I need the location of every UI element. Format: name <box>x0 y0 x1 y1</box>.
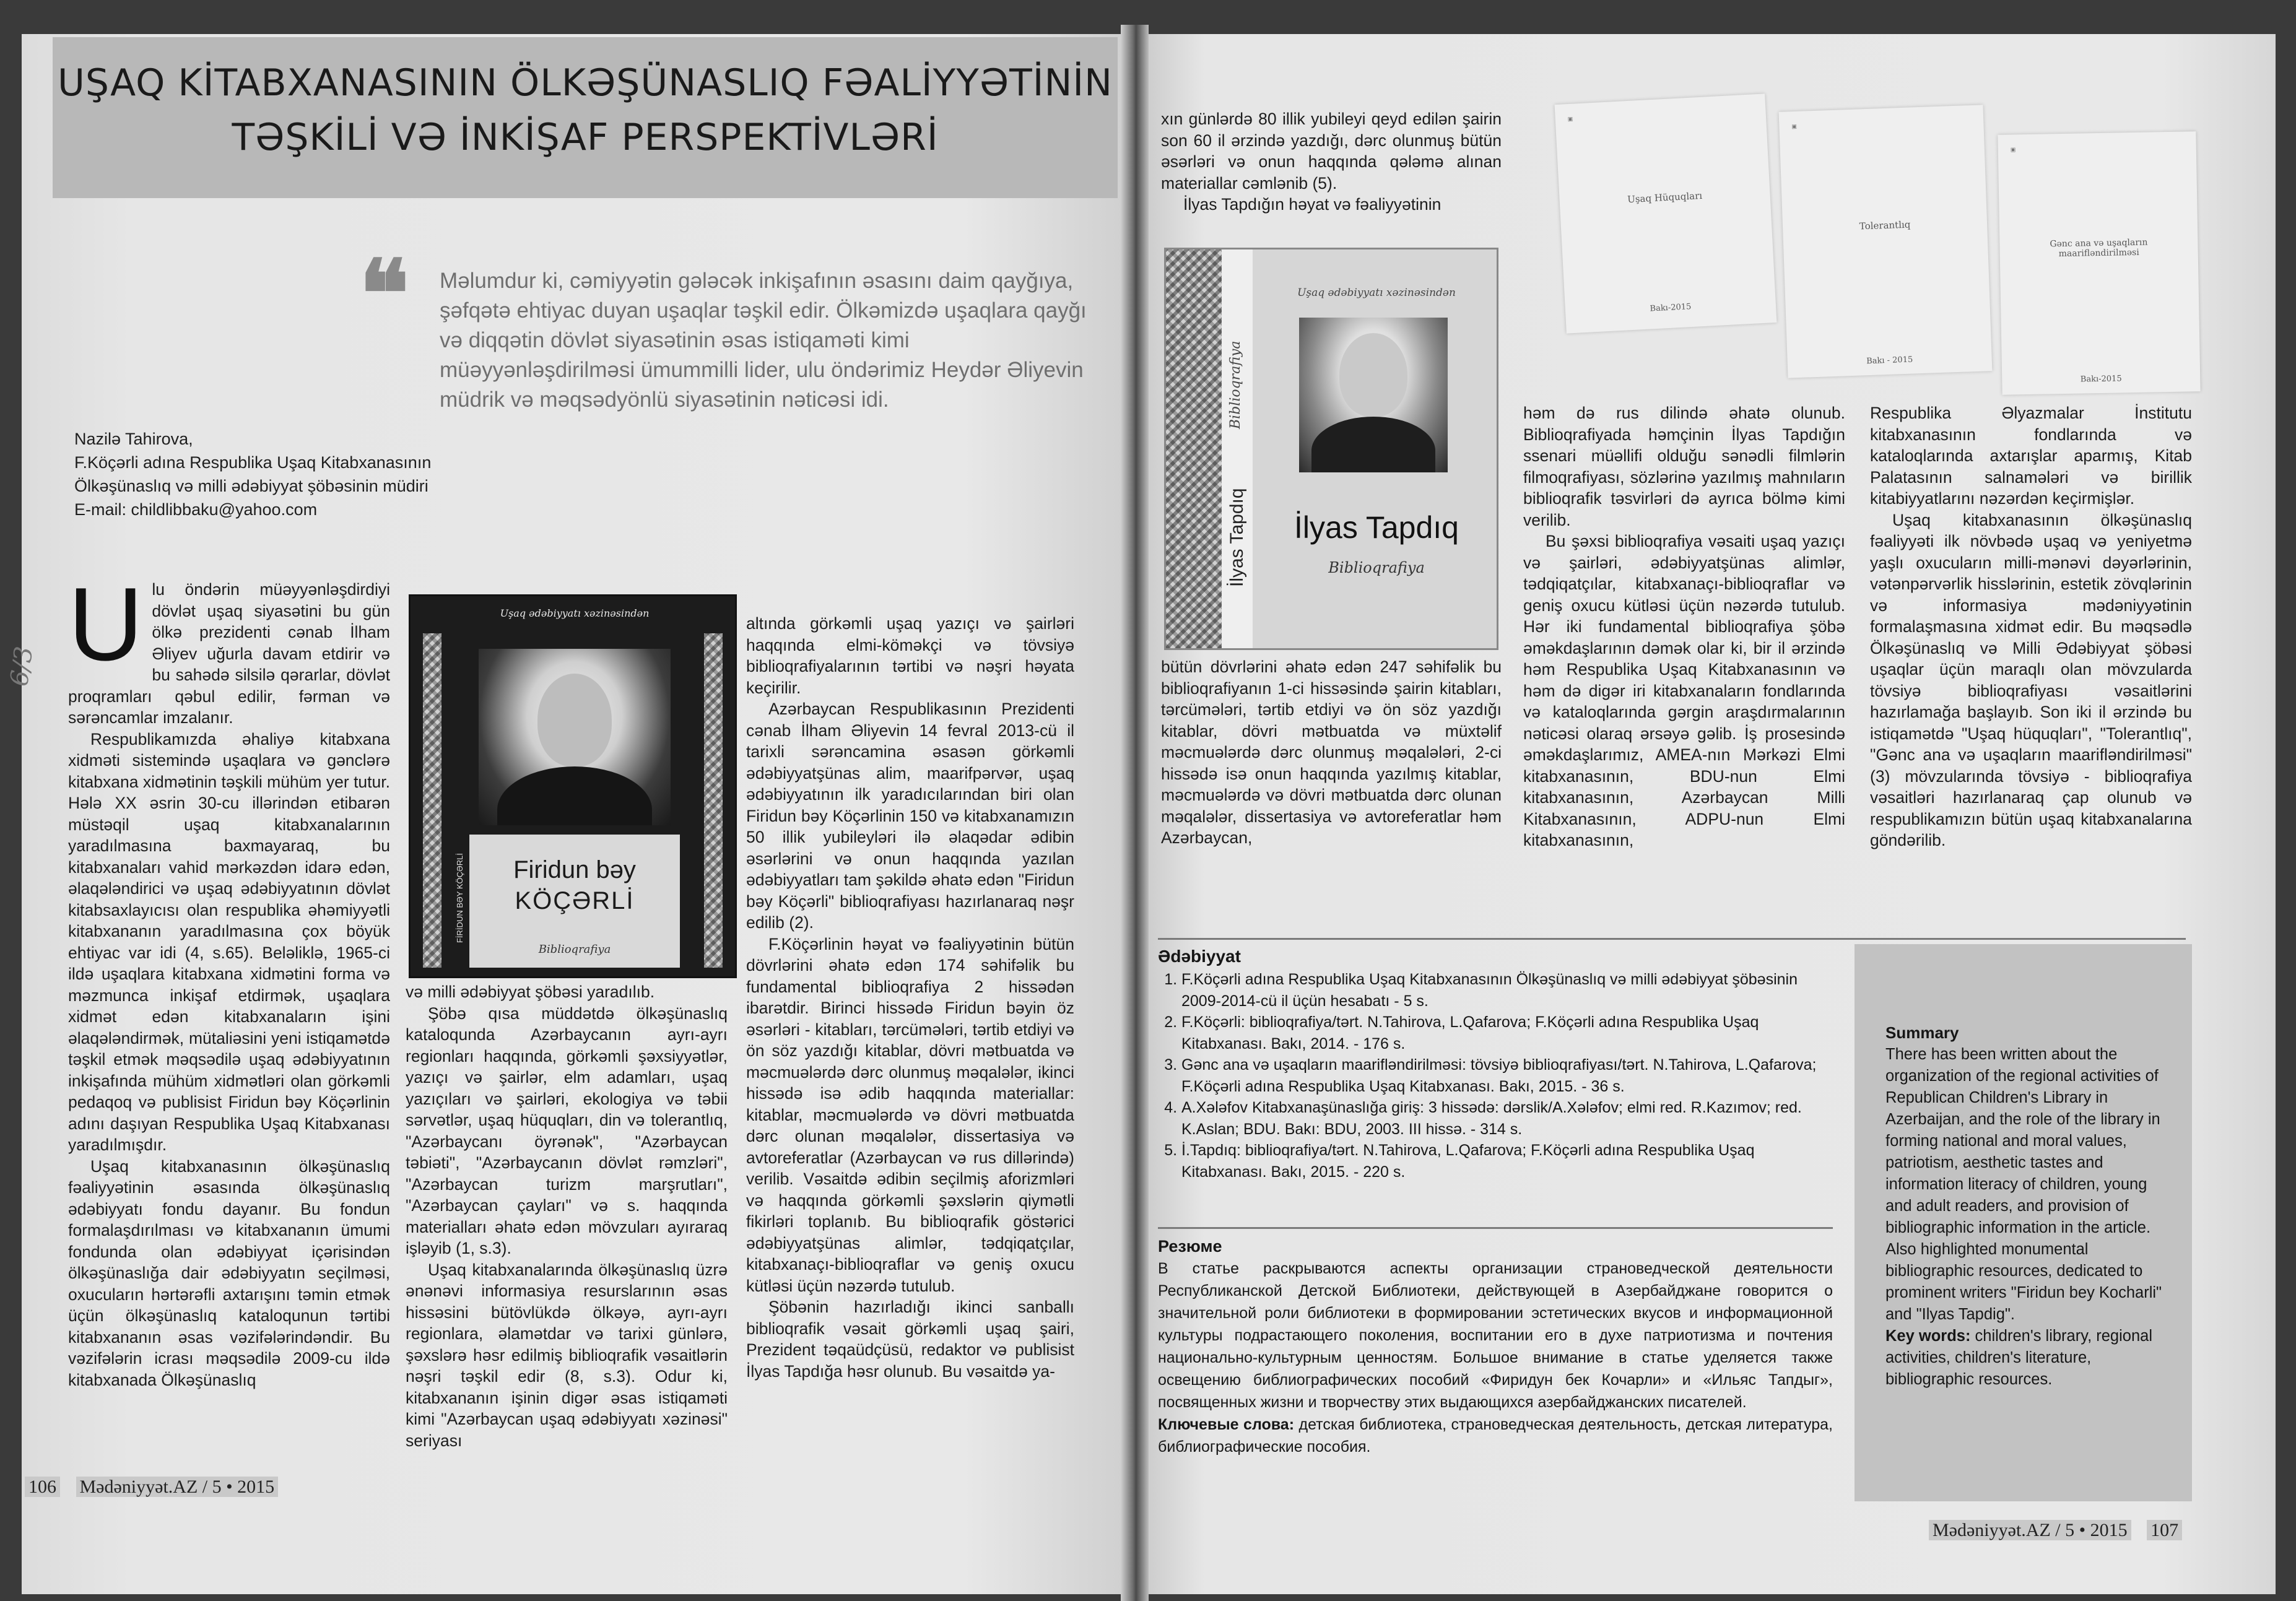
mini-cover-title: Uşaq Hüquqları <box>1627 189 1703 206</box>
keywords-label: Ключевые слова: <box>1158 1416 1295 1433</box>
paragraph: həm də rus dilində əhatə olunub. Biblioqrafiyada həmçinin İlyas Tapdığın ssenari müəllifi olduğu sənədli filmlərin filmoqrafiyası, sözlərinə yazılmış mahnıların biblioqrafik təsvirləri də ayrıca bölmə kimi verilib. <box>1523 404 1845 529</box>
paragraph: Bu şəxsi biblioqrafiya vəsaiti uşaq yazıçı və şairləri, ədəbiyyatşünas alimlər, tədqiqatçılar, kitabxanaçı-biblioqraflar və geniş oxucu kütləsi üçün nəzərdə tutulub. Hər iki fundamental biblioqrafiya şöbə əməkdaşlarının dəmək olar ki, bir il ərzində həm Respublika Uşaq Kitabxanasının və həm də digər iri kitabxanaların fondlarında və kataloqlarında gərgin araşdırmalarının nəticəsi olaraq ərsəyə gəlib. İş prosesində əməkdaşlarımız, AMEA-nın Mərkəzi Elmi kitabxanasının, BDU-nun Elmi kitabxanasının, Azərbaycan Milli Kitabxanasının, ADPU-nun Elmi kitabxanasının, <box>1523 532 1845 849</box>
reference-item: 4. A.Xələfov Kitabxanaşünaslığa giriş: 3 hissədə: dərslik/A.Xələfov; elmi red. R.Kazımov; red. K.Aslan; BDU. Bakı: BDU, 2003. III hissə. - 314 s. <box>1181 1097 1839 1140</box>
paragraph: və milli ədəbiyyat şöbəsi yaradılıb. <box>406 983 655 1001</box>
paragraph: Şöbə qısa müddətdə ölkəşünaslıq kataloqunda Azərbaycanın ayrı-ayrı regionları haqqında, görkəmli şəxsiyyətlər, yazıçı və şairlər, elm adamları, uşaq yazıçıları və şairləri, ekologiya və təbii sərvətlər, uşaq hüquqları, din və tolerantlıq, "Azərbaycanı öyrənək", "Azərbaycan təbiəti", "Azərbaycanın dövlət rəmzləri", "Azərbaycan turizm marşrutları", "Azərbaycan çayları" və s. haqqında materialları əhatə edən mövzuları ayıraraq işləyib (1, s.3). <box>406 1004 728 1257</box>
section-divider <box>1158 938 2186 940</box>
mini-cover-year: Bakı-2015 <box>1650 302 1692 314</box>
book-gutter <box>1121 25 1149 1601</box>
library-logo: ▣ <box>2010 147 2016 154</box>
mini-cover-1 <box>1555 93 1777 333</box>
mini-cover-year: Bakı-2015 <box>2080 374 2122 384</box>
author-name: Nazilə Tahirova, <box>74 430 193 448</box>
paragraph: altında görkəmli uşaq yazıçı və şairləri haqqında elmi-köməkçi və tövsiyə biblioqrafiyalarının tərtibi və nəşri həyata keçirilir. <box>746 614 1074 697</box>
summary-keywords <box>1885 1325 2170 1391</box>
paragraph: Uşaq kitabxanasının ölkəşünaslıq fəaliyyətinin əsasında ölkəşünaslıq ədəbiyyatı fondu dayanır. Bu fondun formalaşdırılması və kitabxananın ümumi fondunda olan ədəbiyyat içərisindən ölkəşünaslığa dair ədəbiyyatın seçilməsi, oxucuların hərtərəfli axtarışını təmin etmək üçün ölkəşünaslıq kataloqunun tərtibi kitabxananın əsas vəzifələrindəndir. Bu vəzifələrin icrası məqsədilə 2009-cu ildə kitabxanada Ölkəşünaslıq <box>68 1156 390 1389</box>
library-logo: ▣ <box>1791 123 1798 131</box>
references-heading: Ədəbiyyat <box>1158 947 1241 966</box>
paragraph: Respublikamızda əhaliyə kitabxana xidməti sistemində uşaqlara və gənclərə kitabxana xidmətinin təşkili mühüm yer tutur. Hələ XX əsrin 30-cu illərindən etibarən müstəqil uşaq kitabxanalarının yaradılmasına baxmayaraq, bu kitabxanaları vahid mərkəzdən idarə edən, əlaqələndirici və uşaq ədəbiyyatının dövlət kitabsaxlayıcısı olan respublika əhəmiyyətli kitabxananın yaradılmasına çox böyük ehtiyac var idi (4, s.65). Beləliklə, 1965-ci ildə uşaqlara kitabxana xidmətini forma və məzmunca inkişaf etdirmək, uşaqlara xidmət edən kitabxanaların işini əlaqələndirmək, mütaliəsini yeni istiqamətdə təşkil etmək məqsədilə uşaq ədəbiyyatının inkişafında mühüm xidmətləri olan görkəmli pedaqoq və publisist Firidun bəy Köçərlinin adını daşıyan Respublika Uşaq Kitabxanası yaradılmışdır. <box>68 729 390 1154</box>
article-title <box>53 56 1118 165</box>
right-footer <box>1929 1520 2182 1541</box>
paragraph: İlyas Tapdığın həyat və fəaliyyətinin <box>1183 195 1442 214</box>
summary-heading: Summary <box>1885 1023 1959 1042</box>
book-subtitle: Biblioqrafiya <box>1328 559 1425 576</box>
paragraph: Şöbənin hazırladığı ikinci sanballı biblioqrafik vəsait görkəmli uşaq şairi, Prezident təqaüdçüsü, redaktor və publisist İlyas Tapdığa həsr olunub. Bu vəsaitdə ya- <box>746 1298 1074 1381</box>
keywords-label: Key words: <box>1885 1327 1971 1345</box>
author-affiliation: F.Köçərli adına Respublika Uşaq Kitabxanasının <box>74 453 432 472</box>
author-block <box>74 427 508 521</box>
title-line-2: TƏŞKİLİ VƏ İNKİŞAF PERSPEKTİVLƏRİ <box>232 116 939 159</box>
portrait-photo <box>1299 318 1448 472</box>
page-number: 107 <box>2147 1520 2182 1540</box>
book-cover-tapdiq <box>1164 248 1498 650</box>
resume-keywords <box>1158 1413 1833 1458</box>
book-spine-label: İlyas Tapdıq <box>1227 488 1247 587</box>
summary-section <box>1885 1022 2170 1391</box>
paragraph: bütün dövrlərini əhatə edən 247 səhifəlik bu biblioqrafiyanın 1-ci hissəsində şairin kitabları, tərcümələri, tərtib etdiyi və ön söz yazdığı kitablar, dövri mətbuatda və müxtəlif məcmuələrdə dərc olunmuş məqalələri, 2-ci hissədə isə onun haqqında yazılmış kitablar, məcmuələrdə və dövri mətbuatda dərc olunan məqalələr, dissertasiya və avtoreferatlar həm Azərbaycan, <box>1161 657 1502 847</box>
right-column-2 <box>1523 402 1845 851</box>
book-series-label: Uşaq ədəbiyyatı xəzinəsindən <box>1297 287 1456 299</box>
left-column-1 <box>68 566 390 1391</box>
cover-spine-band <box>1222 249 1253 648</box>
book-series-label: Uşaq ədəbiyyatı xəzinəsindən <box>500 607 650 619</box>
book-subtitle: Biblioqrafiya <box>538 943 611 956</box>
section-divider <box>1158 1227 1833 1229</box>
library-logo: ▣ <box>1567 116 1573 123</box>
keywords-text: children's library, regional activities, children's literature, bibliographic resources. <box>1885 1327 2152 1388</box>
handwritten-note: 6/3 <box>5 644 39 688</box>
author-email: E-mail: childlibbaku@yahoo.com <box>74 500 318 519</box>
book-cover-kocharli <box>409 594 737 978</box>
references <box>1158 944 1839 1182</box>
left-column-2 <box>406 981 728 1451</box>
paragraph: Uşaq kitabxanalarında ölkəşünaslıq üzrə ənənəvi informasiya resurslarının əsas hissəsini bütövlükdə ölkəyə, ayrı-ayrı regionlara, əlamətdar və tarixi günlərə, şəxslərə həsr edilmiş biblioqrafik vəsaitlərin nəşri təşkil edir (8, s.3). Odur ki, kitabxananın işinin digər əsas istiqaməti kimi "Azərbaycan uşaq ədəbiyyatı xəzinəsi" seriyası <box>406 1260 728 1450</box>
book-spine-label: FİRİDUN BƏY KÖÇƏRLİ <box>455 853 464 943</box>
resume-text: В статье раскрываются аспекты организации страноведческой деятельности Республиканской Детской Библиотеки, действующей в Азербайджане говорится о значительной роли библиотеки в формировании эстетических вкусов и информационной культуры подрастающего поколения, воспитании его в духе патриотизма и почтения национально-культурным ценностям. Большое внимание в статье уделяется также освещению библиографических пособий «Фиридун бек Кочарли» и «Ильяс Тапдыг», посвященных жизни и творчеству этих выдающихся азербайджанских писателей. <box>1158 1260 1833 1411</box>
reference-item: 3. Gənc ana və uşaqların maarifləndirilməsi: tövsiyə biblioqrafiyası/tərt. N.Tahirova, L.Qafarova; F.Köçərli adına Respublika Uşaq Kitabxanası. Bakı, 2015. - 36 s. <box>1181 1054 1839 1097</box>
summary-text: There has been written about the organization of the regional activities of Republican Children's Library in Azerbaijan, and the role of the library in forming national and moral values, patriotism, aesthetic tastes and information literacy of children, young and adult readers, and provision of bibliographic information in the article. Also highlighted monumental bibliographic resources, dedicated to prominent writers "Firidun bey Kocharli" and "Ilyas Tapdig". <box>1885 1046 2162 1323</box>
keywords-text: детская библиотека, страноведческая деятельность, детская литература, библиографические пособия. <box>1158 1416 1833 1456</box>
author-position: Ölkəşünaslıq və milli ədəbiyyat şöbəsinin müdiri <box>74 477 428 495</box>
reference-item: 2. F.Köçərli: biblioqrafiya/tərt. N.Tahirova, L.Qafarova; F.Köçərli adına Respublika Uşaq Kitabxanası. Bakı, 2014. - 176 s. <box>1181 1012 1839 1054</box>
reference-item: 5. İ.Tapdıq: biblioqrafiya/tərt. N.Tahirova, L.Qafarova; F.Köçərli adına Respublika Uşaq Kitabxanası. Bakı, 2015. - 220 s. <box>1181 1140 1839 1182</box>
mini-cover-2 <box>1779 105 1993 378</box>
cover-ornament <box>704 633 723 968</box>
mini-cover-title: Tolerantlıq <box>1859 219 1911 232</box>
mini-cover-year: Bakı - 2015 <box>1866 355 1913 367</box>
right-column-1-bottom <box>1161 656 1502 849</box>
paragraph: Azərbaycan Respublikasının Prezidenti cənab İlham Əliyevin 14 fevral 2013-cü il tarixli sərəncamina əsasən görkəmli ədəbiyyatşünas alim, maarifpərvər, uşaq ədəbiyyatının ilk yaradıcılarından biri olan Firidun bəy Köçərlinin 150 və kitabxanamızın 50 illik yubileyləri ilə əlaqədar ədibin əsərlərini və onun haqqında yazılan ədəbiyyatları tam şəkildə əhatə edən "Firidun bəy Köçərli" biblioqrafiyası hazırlanaraq nəşr edilib (2). <box>746 700 1074 932</box>
paragraph: lu öndərin müəyyənləşdirdiyi dövlət uşaq siyasətini bu gün ölkə prezidenti cənab İlham Əliyev uğurla davam etdirir və bu sahədə silsilə qərarlar, dövlət proqramları qəbul edilir, fərman və sərəncamlar imzalanır. <box>68 580 390 727</box>
book-title-line-1: Firidun bəy <box>513 856 636 883</box>
book-title: İlyas Tapdıq <box>1294 510 1459 545</box>
article-title-band <box>53 37 1118 198</box>
left-footer <box>25 1477 278 1498</box>
cover-ornament <box>1166 249 1222 648</box>
resume-heading: Резюме <box>1158 1237 1222 1256</box>
title-line-1: UŞAQ KİTABXANASININ ÖLKƏŞÜNASLIQ FƏALİYYƏTİNİN <box>58 61 1113 105</box>
mini-cover-3 <box>1998 131 2200 395</box>
right-column-3 <box>1870 402 2192 851</box>
page-number: 106 <box>25 1477 60 1497</box>
paragraph: Uşaq kitabxanasının ölkəşünaslıq fəaliyyəti ilk növbədə uşaq və yeniyetmə yaşlı oxucuların milli-mənəvi dəyərlərinin, vətənpərvərlik hisslərinin, estetik zövqlərinin və informasiya mədəniyyətinin formalaşmasına xidmət edir. Bu məqsədlə Ölkəşünaslıq və Milli Ədəbiyyat şöbəsi uşaqlar üçün maraqlı olan mövzularda tövsiyə biblioqrafiyası vəsaitlərini hazırlamağa başlayıb. Son iki il ərzində bu istiqamətdə "Uşaq hüquqları", "Tolerantlıq", "Gənc ana və uşaqların maarifləndirilməsi" (3) mövzularında tövsiyə - biblioqrafiya vəsaitləri hazırlanaraq çap olunub və respublikamızın bütün uşaq kitabxanalarına göndərilib. <box>1870 510 2192 849</box>
cover-ornament <box>423 633 441 968</box>
quote-mark-icon: ❝ <box>359 240 409 349</box>
resume-section <box>1158 1235 1833 1458</box>
paragraph: xın günlərdə 80 illik yubileyi qeyd edilən şairin son 60 il ərzində yazdığı, dərc olunmuş bütün əsərləri və onun haqqında qələmə alınan materiallar cəmlənib (5). <box>1161 110 1502 193</box>
epigraph-quote: Məlumdur ki, cəmiyyətin gələcək inkişafının əsasını daim qayğıya, şəfqətə ehtiyac duyan uşaqlar təşkil edir. Ölkəmizdə uşaqlara qayğı və diqqətin dövlət siyasətinin əsas istiqaməti kimi müəyyənləşdirilməsi ümummilli lider, ulu öndərimiz Heydər Əliyevin müdrik və məqsədyönlü siyasətinin nəticəsi idi. <box>440 269 1087 412</box>
journal-name: Mədəniyyət.AZ / 5 • 2015 <box>76 1477 279 1497</box>
mini-cover-title: Gənc ana və uşaqların maarifləndirilməsi <box>2050 237 2148 259</box>
drop-cap: U <box>68 566 144 682</box>
book-spine-subtitle: Biblioqrafiya <box>1228 341 1243 429</box>
paragraph: Respublika Əlyazmalar İnstitutu kitabxanasının fondlarında və kataloqlarında axtarışlar aparmış, Kitab Palatasının salnamələri və birillik kitabiyyatlarını nəzərdən keçirmişlər. <box>1870 404 2192 508</box>
left-column-3 <box>746 613 1074 1382</box>
right-column-1-top <box>1161 108 1502 215</box>
paragraph: F.Köçərlinin həyat və fəaliyyətinin bütün dövrlərini əhatə edən 174 səhifəlik bu fundamental biblioqrafiya 2 hissədən ibarətdir. Birinci hissədə Firidun bəyin öz əsərləri - kitabları, tərcümələri, tərtib etdiyi və ön söz yazdığı kitablar, dövri mətbuatda və məcmuələrdə dərc olunmuş məqalələr, ikinci hissədə isə ədib haqqında materiallar: kitablar, məcmuələrdə və dövri mətbuatda dərc olunan məqalələr, dissertasiya və avtoreferatlar (Azərbaycan və rus dillərində) verilib. Vəsaitdə ədibin seçilmiş aforizmləri və haqqında görkəmli şəxslərin qiymətli fikirləri toplanıb. Bu biblioqrafik göstərici ədəbiyyatşünas alimlər, tədqiqatçılar, kitabxanaçı-biblioqraflar və geniş oxucu kütləsi üçün nəzərdə tutulub. <box>746 934 1074 1295</box>
journal-name: Mədəniyyət.AZ / 5 • 2015 <box>1929 1520 2131 1540</box>
portrait-photo <box>479 649 671 825</box>
references-list <box>1158 969 1839 1182</box>
reference-item: 1. F.Köçərli adına Respublika Uşaq Kitabxanasının Ölkəşünaslıq və milli ədəbiyyat şöbəsinin 2009-2014-cü il üçün hesabatı - 5 s. <box>1181 969 1839 1012</box>
book-title-line-2: KÖÇƏRLİ <box>515 887 635 914</box>
